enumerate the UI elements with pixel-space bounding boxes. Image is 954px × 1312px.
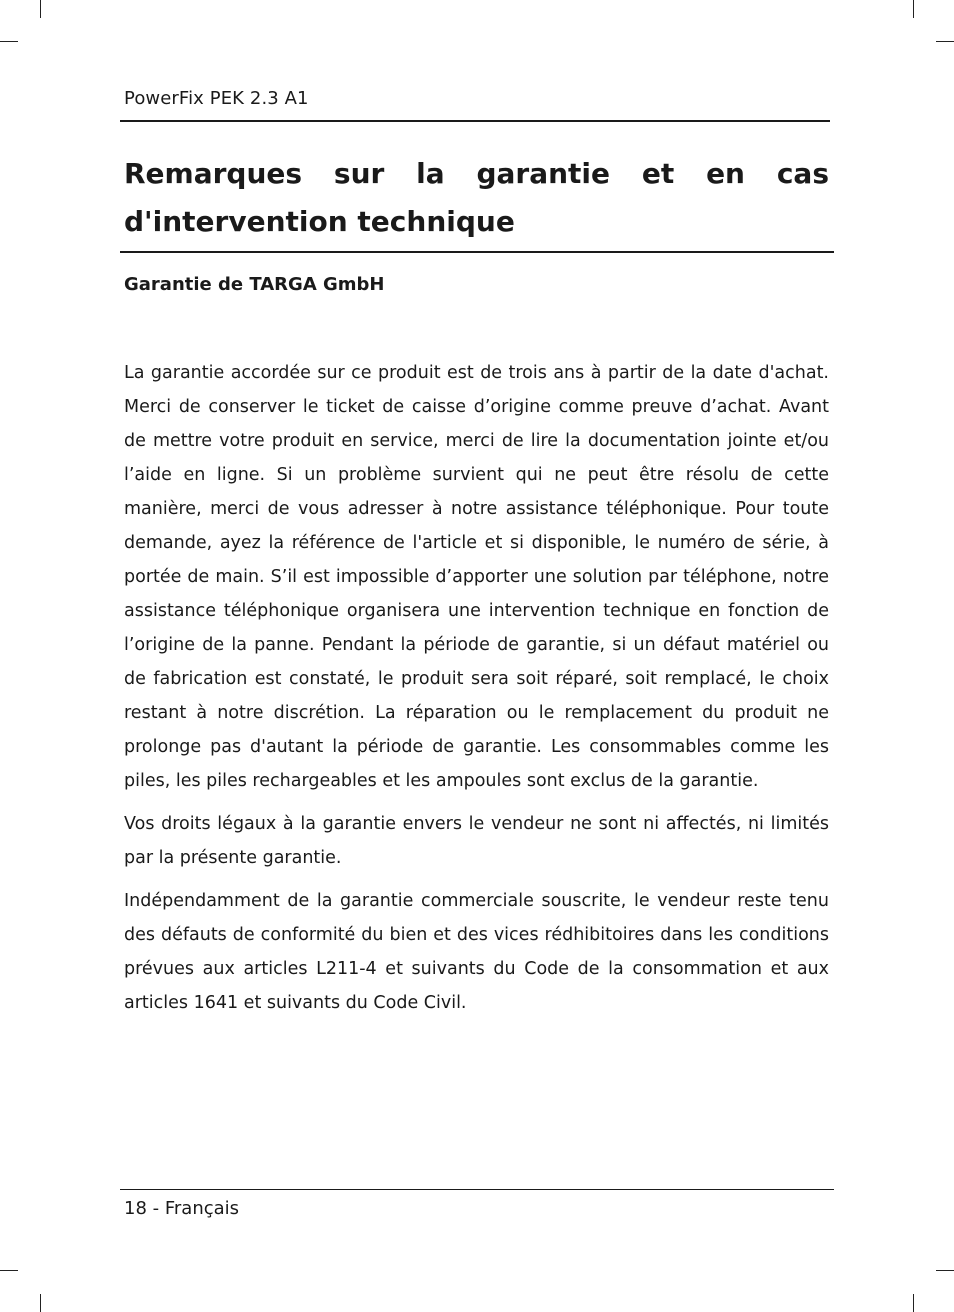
crop-mark-bottom-left-h [0,1270,18,1271]
crop-mark-top-right [913,0,914,18]
page-number: 18 - Français [124,1198,240,1219]
paragraph-seller-obligations: Indépendamment de la garantie commerciale souscrite, le vendeur reste tenu des défauts de conformité du bien et des vices rédhibitoires dans les conditions prévues aux articles L211-4 et suivants du Code de la consommation et aux articles 1641 et suivants du Code Civil. [124,891,829,1013]
section-subtitle: Garantie de TARGA GmbH [124,274,385,295]
section-title: Remarques sur la garantie et en cas d'intervention technique [124,157,829,238]
crop-mark-top-right-h [936,41,954,42]
title-rule [120,251,834,253]
footer-rule [120,1189,834,1190]
crop-mark-bottom-right [913,1294,914,1312]
crop-mark-top-left-h [0,41,18,42]
header-rule [120,120,830,122]
crop-mark-bottom-right-h [936,1270,954,1271]
running-header: PowerFix PEK 2.3 A1 [124,88,309,109]
paragraph-warranty-terms: La garantie accordée sur ce produit est de trois ans à partir de la date d'achat. Merci de conserver le ticket de caisse d’origine comme preuve d’achat. Avant de mettre votre produit en service, merci de lire la documentation jointe et/ou l’aide en ligne. Si un problème survient qui ne peut être résolu de cette manière, merci de vous adresser à notre assistance téléphonique. Pour toute demande, ayez la référence de l'article et si disponible, le numéro de série, à portée de main. S’il est impossible d’apporter une solution par téléphone, notre assistance téléphonique organisera une intervention technique en fonction de l’origine de la panne. Pendant la période de garantie, si un défaut matériel ou de fabrication est constaté, le produit sera soit réparé, soit remplacé, le choix restant à notre discrétion. La réparation ou le remplacement du produit ne prolonge pas d'autant la période de garantie. Les consommables comme les piles, les piles rechargeables et les ampoules sont exclus de la garantie. [124,363,829,791]
body-text [124,356,829,1029]
crop-mark-bottom-left [40,1294,41,1312]
paragraph-legal-rights: Vos droits légaux à la garantie envers le vendeur ne sont ni affectés, ni limités par la présente garantie. [124,814,829,868]
crop-mark-top-left [40,0,41,18]
